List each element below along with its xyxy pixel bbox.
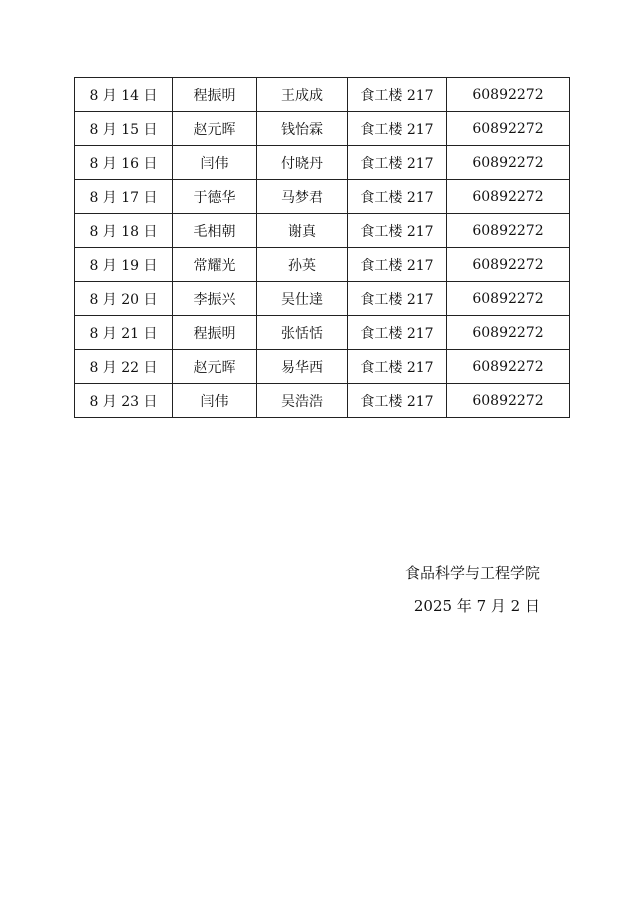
table-row	[75, 78, 570, 112]
assistant-cell: 谢真	[257, 214, 348, 248]
assistant-cell: 付晓丹	[257, 146, 348, 180]
date-cell: 8 月 22 日	[75, 350, 173, 384]
table-row	[75, 180, 570, 214]
table-row	[75, 146, 570, 180]
table-row	[75, 350, 570, 384]
phone-cell: 60892272	[447, 180, 570, 214]
table-row	[75, 248, 570, 282]
date-cell: 8 月 20 日	[75, 282, 173, 316]
duty-schedule-table	[74, 77, 570, 418]
table-row	[75, 384, 570, 418]
date-cell: 8 月 16 日	[75, 146, 173, 180]
phone-cell: 60892272	[447, 248, 570, 282]
duty-person-cell: 于德华	[173, 180, 257, 214]
phone-cell: 60892272	[447, 112, 570, 146]
phone-cell: 60892272	[447, 350, 570, 384]
location-cell: 食工楼 217	[348, 350, 447, 384]
duty-person-cell: 常耀光	[173, 248, 257, 282]
table-row	[75, 282, 570, 316]
assistant-cell: 吴仕達	[257, 282, 348, 316]
location-cell: 食工楼 217	[348, 282, 447, 316]
phone-cell: 60892272	[447, 384, 570, 418]
duty-person-cell: 毛相朝	[173, 214, 257, 248]
assistant-cell: 易华西	[257, 350, 348, 384]
assistant-cell: 孙英	[257, 248, 348, 282]
phone-cell: 60892272	[447, 316, 570, 350]
assistant-cell: 吴浩浩	[257, 384, 348, 418]
table-row	[75, 112, 570, 146]
table-row	[75, 214, 570, 248]
signature-date: 2025 年 7 月 2 日	[413, 597, 540, 615]
duty-person-cell: 闫伟	[173, 384, 257, 418]
table-row	[75, 316, 570, 350]
location-cell: 食工楼 217	[348, 112, 447, 146]
duty-person-cell: 赵元晖	[173, 112, 257, 146]
duty-person-cell: 赵元晖	[173, 350, 257, 384]
duty-person-cell: 程振明	[173, 316, 257, 350]
location-cell: 食工楼 217	[348, 316, 447, 350]
date-cell: 8 月 23 日	[75, 384, 173, 418]
date-cell: 8 月 19 日	[75, 248, 173, 282]
location-cell: 食工楼 217	[348, 146, 447, 180]
duty-person-cell: 李振兴	[173, 282, 257, 316]
location-cell: 食工楼 217	[348, 384, 447, 418]
date-cell: 8 月 15 日	[75, 112, 173, 146]
phone-cell: 60892272	[447, 282, 570, 316]
date-cell: 8 月 18 日	[75, 214, 173, 248]
phone-cell: 60892272	[447, 78, 570, 112]
date-cell: 8 月 21 日	[75, 316, 173, 350]
assistant-cell: 马梦君	[257, 180, 348, 214]
assistant-cell: 王成成	[257, 78, 348, 112]
location-cell: 食工楼 217	[348, 214, 447, 248]
location-cell: 食工楼 217	[348, 248, 447, 282]
signature-organization: 食品科学与工程学院	[404, 564, 540, 582]
location-cell: 食工楼 217	[348, 78, 447, 112]
date-cell: 8 月 17 日	[75, 180, 173, 214]
duty-person-cell: 程振明	[173, 78, 257, 112]
phone-cell: 60892272	[447, 146, 570, 180]
location-cell: 食工楼 217	[348, 180, 447, 214]
phone-cell: 60892272	[447, 214, 570, 248]
assistant-cell: 张恬恬	[257, 316, 348, 350]
assistant-cell: 钱怡霖	[257, 112, 348, 146]
date-cell: 8 月 14 日	[75, 78, 173, 112]
duty-person-cell: 闫伟	[173, 146, 257, 180]
